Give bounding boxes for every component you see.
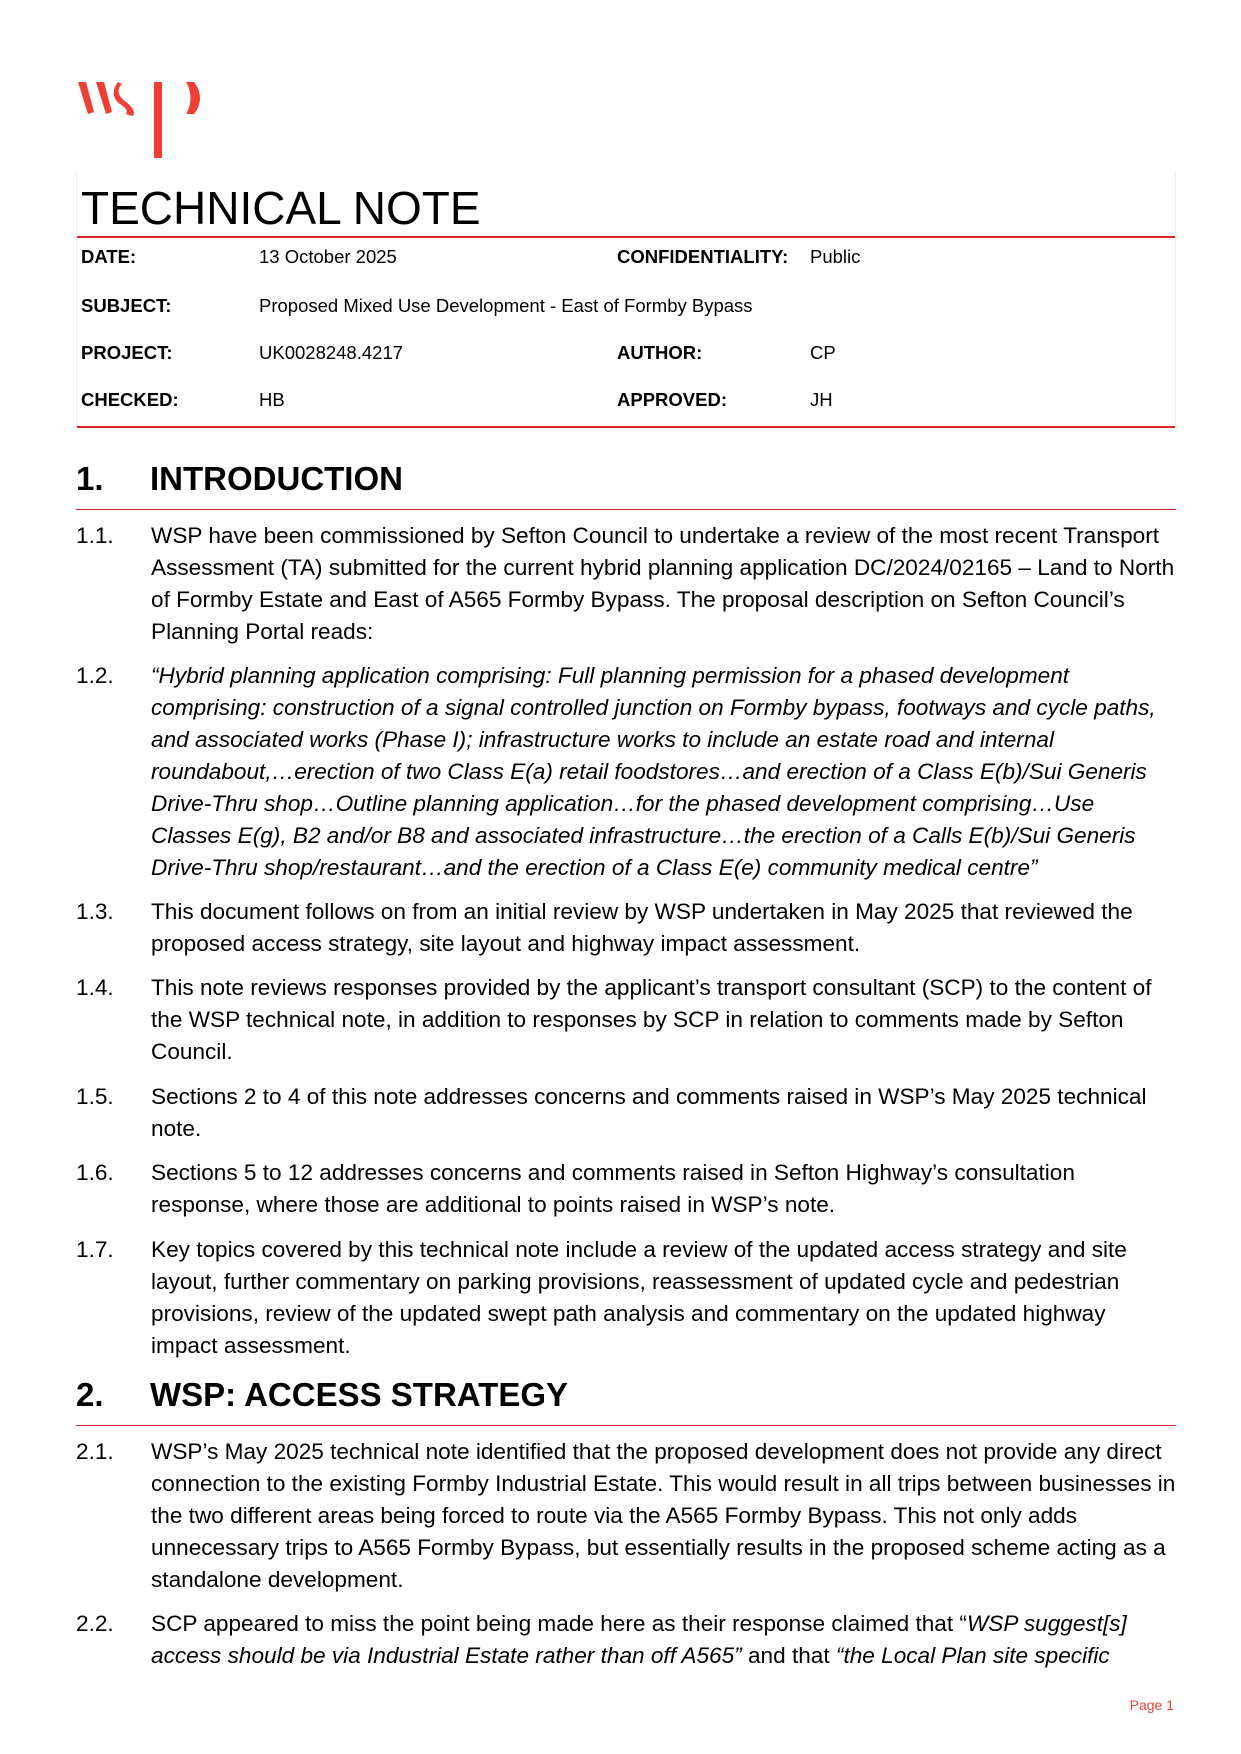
paragraph-text (151, 1608, 1176, 1672)
section-number: 1. (76, 460, 104, 497)
paragraph-text: Key topics covered by this technical note include a review of the updated access strategy and site layout, further commentary on parking provisions, reassessment of updated cycle and pedestrian provisions, review of the updated swept path analysis and commentary on the updated highway impact assessment. (151, 1237, 1127, 1358)
section-title: WSP: ACCESS STRATEGY (150, 1376, 569, 1413)
project-value: UK0028248.4217 (259, 342, 404, 363)
date-value: 13 October 2025 (259, 246, 397, 267)
section-title: INTRODUCTION (150, 460, 403, 497)
wsp-logo (76, 82, 246, 162)
paragraph-text: This document follows on from an initial review by WSP undertaken in May 2025 that reviewed the proposed access strategy, site layout and highway impact assessment. (151, 899, 1133, 956)
text-segment: and that (741, 1643, 836, 1668)
author-value: CP (810, 342, 836, 363)
paragraph-1-1 (76, 520, 1176, 648)
checked-value: HB (259, 389, 285, 410)
paragraph-number: 1.4. (76, 975, 114, 1000)
section-rule (76, 509, 1176, 510)
paragraph-text: This note reviews responses provided by the applicant’s transport consultant (SCP) to the content of the WSP technical note, in addition to responses by SCP in relation to comments made by Sefton Council. (151, 975, 1152, 1064)
approved-label: APPROVED: (617, 389, 727, 410)
checked-label: CHECKED: (81, 389, 179, 410)
author-label: AUTHOR: (617, 342, 703, 363)
paragraph-text: Sections 5 to 12 addresses concerns and comments raised in Sefton Highway’s consultation response, where those are additional to points raised in WSP’s note. (151, 1160, 1075, 1217)
paragraph-2-2 (76, 1608, 1176, 1672)
approved-value: JH (810, 389, 833, 410)
paragraph-number: 1.7. (76, 1237, 114, 1262)
paragraph-1-6 (76, 1157, 1176, 1221)
subject-value: Proposed Mixed Use Development - East of Formby Bypass (259, 295, 753, 316)
paragraph-number: 2.1. (76, 1439, 114, 1464)
subject-label: SUBJECT: (81, 295, 172, 316)
section-rule (76, 1425, 1176, 1426)
paragraph-text: WSP’s May 2025 technical note identified that the proposed development does not provide any direct connection to the existing Formby Industrial Estate. This would result in all trips between businesses in the two different areas being forced to route via the A565 Formby Bypass. This not only adds unnecessary trips to A565 Formby Bypass, but essentially results in the proposed scheme acting as a standalone development. (151, 1439, 1176, 1592)
page-number: Page 1 (1129, 1697, 1174, 1713)
paragraph-2-1 (76, 1436, 1176, 1596)
paragraph-1-5 (76, 1081, 1176, 1145)
document-title: TECHNICAL NOTE (81, 182, 481, 234)
date-label: DATE: (81, 246, 137, 267)
paragraph-text: WSP have been commissioned by Sefton Council to undertake a review of the most recent Transport Assessment (TA) submitted for the current hybrid planning application DC/2024/02165 – Land to North of Formby Estate and East of A565 Formby Bypass. The proposal description on Sefton Council’s Planning Portal reads: (151, 523, 1175, 644)
project-label: PROJECT: (81, 342, 173, 363)
header-top-rule (77, 236, 1175, 238)
confidentiality-label: CONFIDENTIALITY: (617, 246, 789, 267)
paragraph-1-3 (76, 896, 1176, 960)
quoted-segment: WSP suggest[s] access should be via Industrial Estate rather than off A565” (151, 1611, 1127, 1668)
paragraph-number: 1.1. (76, 523, 114, 548)
paragraph-text: Sections 2 to 4 of this note addresses concerns and comments raised in WSP’s May 2025 technical note. (151, 1084, 1147, 1141)
paragraph-number: 2.2. (76, 1611, 114, 1636)
paragraph-number: 1.3. (76, 899, 114, 924)
paragraph-1-7 (76, 1234, 1176, 1362)
paragraph-number: 1.5. (76, 1084, 114, 1109)
paragraph-number: 1.6. (76, 1160, 114, 1185)
paragraph-1-2 (76, 660, 1176, 884)
paragraph-1-4 (76, 972, 1176, 1068)
quoted-segment: “the Local Plan site specific (835, 1643, 1110, 1668)
confidentiality-value: Public (810, 246, 861, 267)
quoted-proposal-text: “Hybrid planning application comprising: Full planning permission for a phased development comprising: construction of a signal controlled junction on Formby bypass, footways and cycle paths, and associated works (Phase I); infrastructure works to include an estate road and internal roundabout,…erection of two Class E(a) retail foodstores…and erection of a Class E(b)/Sui Generis Drive-Thru shop…Outline planning application…for the phased development comprising…Use Classes E(g), B2 and/or B8 and associated infrastructure…the erection of a Calls E(b)/Sui Generis Drive-Thru shop/restaurant…and the erection of a Class E(e) community medical centre” (151, 663, 1156, 880)
header-bottom-rule (77, 426, 1175, 428)
header-box (76, 170, 1176, 428)
text-segment: SCP appeared to miss the point being made here as their response claimed that “ (151, 1611, 967, 1636)
section-number: 2. (76, 1376, 104, 1413)
paragraph-number: 1.2. (76, 663, 114, 688)
